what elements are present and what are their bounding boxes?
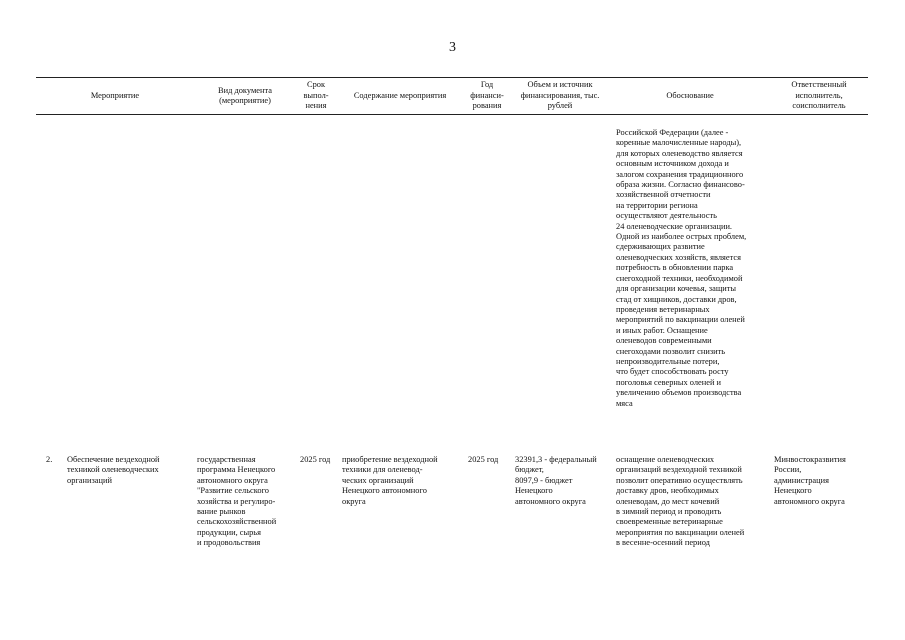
header-responsible: Ответственный исполнитель, соисполнитель bbox=[791, 80, 847, 111]
header-volume: Объем и источник финансирования, тыс. рублей bbox=[520, 80, 600, 111]
page-number: 3 bbox=[449, 40, 456, 55]
header-event: Мероприятие bbox=[90, 90, 140, 100]
header-content: Содержание мероприятия bbox=[353, 90, 447, 100]
header-doc-type: Вид документа (мероприятие) bbox=[218, 85, 272, 105]
row-volume: 32391,3 - федеральный бюджет, 8097,9 - бюджет Ненецкого автономного округа bbox=[515, 455, 597, 506]
table-top-border bbox=[36, 77, 868, 78]
header-fin-year: Год финанси- рования bbox=[470, 80, 504, 111]
row-term: 2025 год bbox=[300, 455, 331, 464]
header-term: Срок выпол- нения bbox=[303, 80, 329, 111]
row-fin-year: 2025 год bbox=[468, 455, 499, 464]
rationale-continuation: Российской Федерации (далее - коренные малочисленные народы), для которых оленеводство является основным источником дохода и залогом сохранения традиционного образа жизни. Согласно финансово- хозяйственной отчетности на территории региона осуществляют деятельность 24 оленеводческие организации. Одной из наиболее острых проблем, сдерживающих развитие оленеводческих хозяйств, является потребность в обновлении парка снегоходной техники, необходимой для организации кочевья, защиты стад от хищников, доставки дров, проведения ветеринарных мероприятий по вакцинации оленей и иных работ. Оснащение оленеводов современными снегоходами позволит снизить непроизводительные потери, что будет способствовать росту поголовья северных оленей и увеличению объемов производства мяса bbox=[616, 128, 747, 408]
row-doc-type: государственная программа Ненецкого автономного округа "Развитие сельского хозяйства и регулиро- вание рынков сельскохозяйственной продукции, сырья и продовольствия bbox=[197, 455, 277, 548]
row-responsible: Минвостокразвития России, администрация Ненецкого автономного округа bbox=[774, 455, 846, 506]
row-number: 2. bbox=[46, 455, 53, 464]
row-content: приобретение вездеходной техники для оленевод- ческих организаций Ненецкого автономного округа bbox=[342, 455, 438, 506]
header-rationale: Обоснование bbox=[666, 90, 714, 100]
row-rationale: оснащение оленеводческих организаций вездеходной техникой позволит оперативно осуществлять доставку дров, необходимых оленеводам, до мест кочевий в зимний период и проводить своевременные ветеринарные мероприятия по вакцинации оленей в весенне-осенний период bbox=[616, 455, 745, 548]
row-event: Обеспечение вездеходной техникой оленеводческих организаций bbox=[67, 455, 160, 485]
header-bottom-border bbox=[36, 114, 868, 115]
